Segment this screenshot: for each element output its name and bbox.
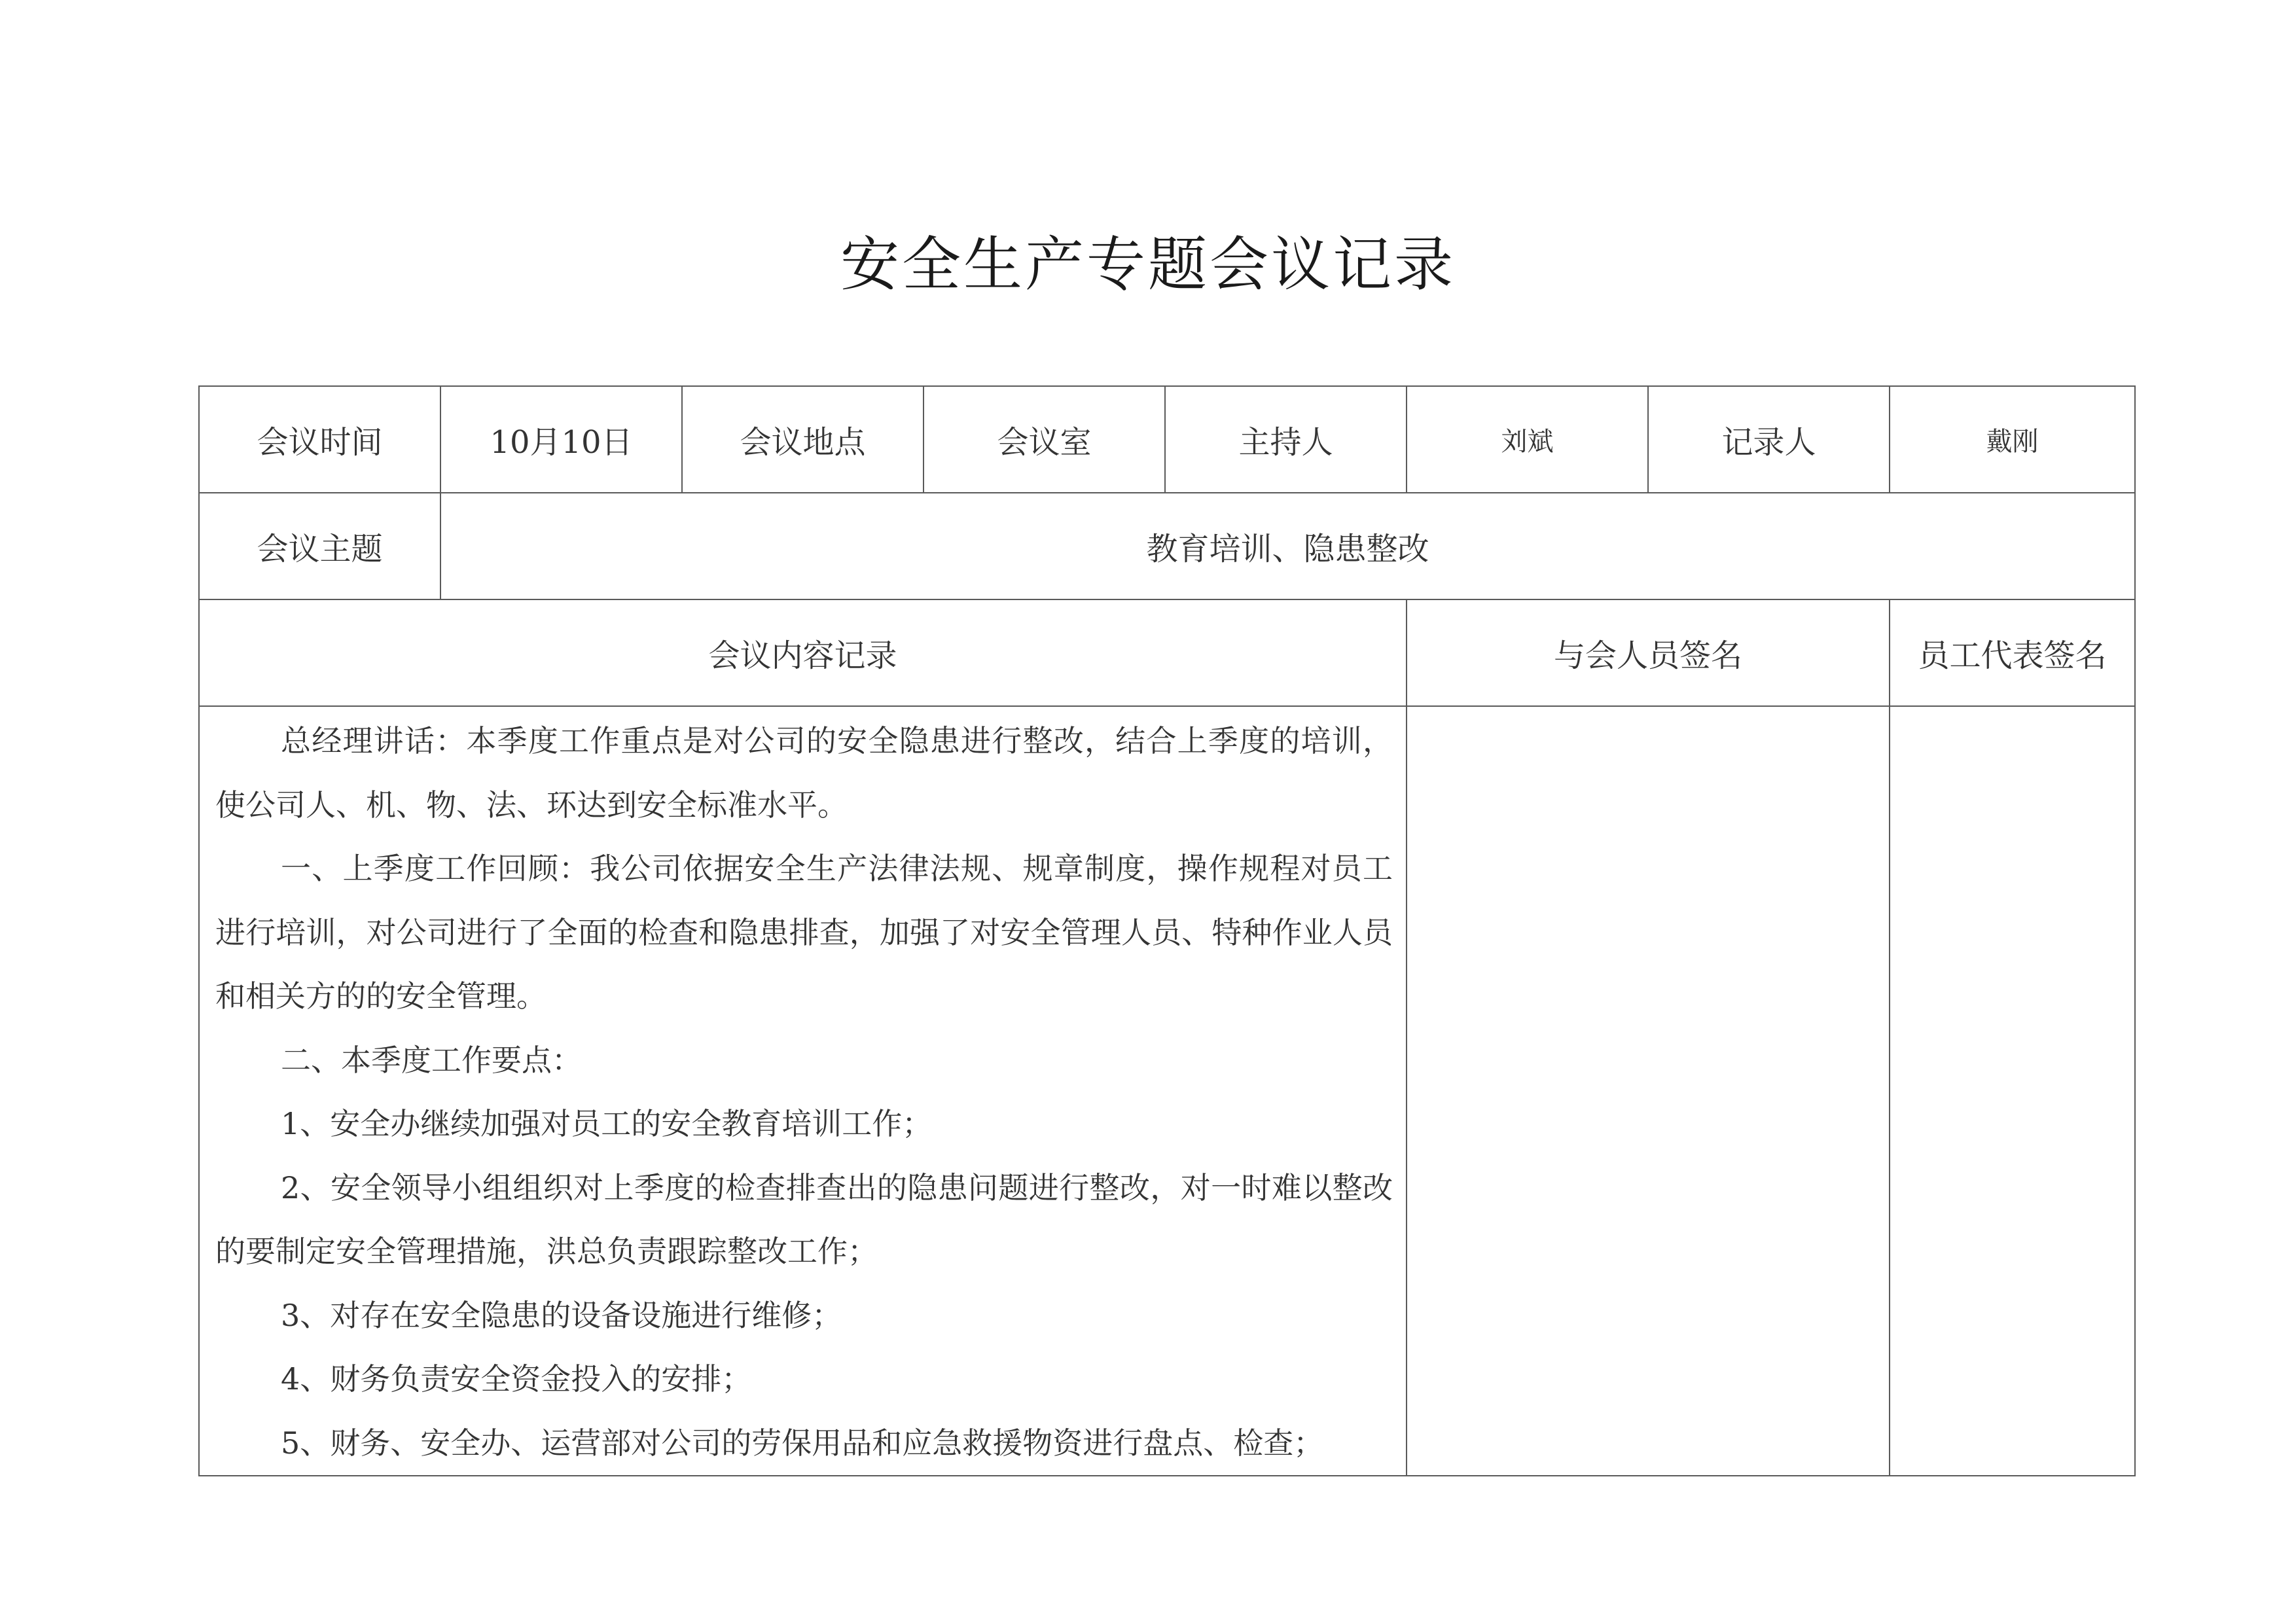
- employee-rep-signature-header: 员工代表签名: [1890, 599, 2135, 706]
- content-paragraph: 二、本季度工作要点：: [281, 1042, 582, 1078]
- meeting-location-value: 会议室: [924, 386, 1165, 493]
- attendees-signature-area[interactable]: [1407, 706, 1890, 1476]
- document-title: 安全生产专题会议记录: [840, 230, 1456, 299]
- host-label: 主持人: [1165, 386, 1407, 493]
- column-header-row: [199, 599, 2135, 706]
- content-paragraph: 5、财务、安全办、运营部对公司的劳保用品和应急救援物资进行盘点、检查；: [281, 1425, 1324, 1461]
- content-paragraph: 一、上季度工作回顾：我公司依据安全生产法律法规、规章制度，操作规程对员工进行培训，对公司进行了全面的检查和隐患排查，加强了对安全管理人员、特种作业人员和相关方的的安全管理。: [215, 851, 1393, 1014]
- meeting-topic-row: [199, 493, 2135, 599]
- employee-rep-signature-area[interactable]: [1890, 706, 2135, 1476]
- meeting-topic-value: 教育培训、隐患整改: [440, 493, 2135, 599]
- content-column-header: 会议内容记录: [199, 599, 1407, 706]
- recorder-label: 记录人: [1648, 386, 1890, 493]
- content-paragraph: 4、财务负责安全资金投入的安排；: [281, 1361, 752, 1397]
- content-paragraph: 2、安全领导小组组织对上季度的检查排查出的隐患问题进行整改，对一时难以整改的要制定安全管理措施，洪总负责跟踪整改工作；: [215, 1169, 1393, 1269]
- meeting-record-table: [198, 385, 2136, 1476]
- meeting-time-label: 会议时间: [199, 386, 440, 493]
- meeting-location-label: 会议地点: [682, 386, 924, 493]
- content-paragraph: 总经理讲话：本季度工作重点是对公司的安全隐患进行整改，结合上季度的培训，使公司人、机、物、法、环达到安全标准水平。: [215, 723, 1393, 823]
- attendees-signature-header: 与会人员签名: [1407, 599, 1890, 706]
- meeting-info-row: [199, 386, 2135, 493]
- content-row: [199, 706, 2135, 1476]
- content-paragraph: 1、安全办继续加强对员工的安全教育培训工作；: [281, 1106, 933, 1141]
- recorder-value: 戴刚: [1890, 386, 2135, 493]
- meeting-content-body: [215, 707, 1393, 1475]
- meeting-topic-label: 会议主题: [199, 493, 440, 599]
- meeting-time-value: 10月10日: [440, 386, 682, 493]
- host-value: 刘斌: [1407, 386, 1648, 493]
- meeting-content-cell: [199, 706, 1407, 1476]
- content-paragraph: 3、对存在安全隐患的设备设施进行维修；: [281, 1297, 842, 1333]
